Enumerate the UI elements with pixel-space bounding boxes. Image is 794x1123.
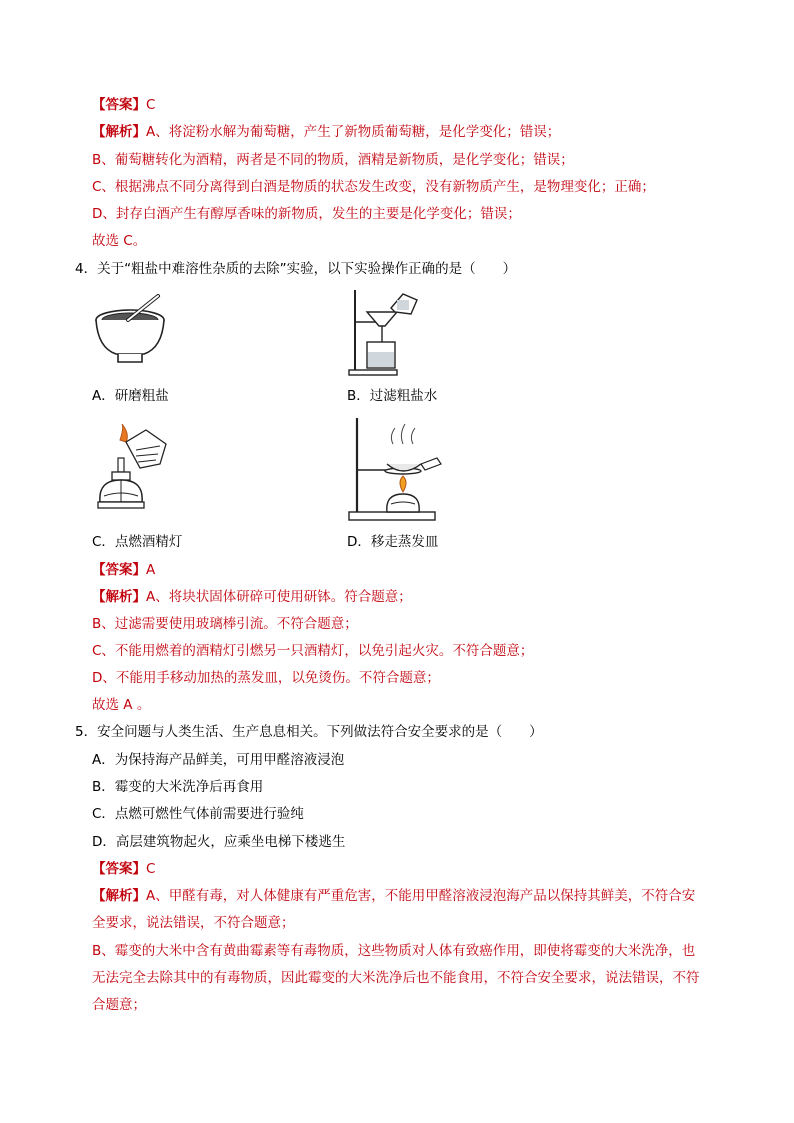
answer-line: [92, 95, 155, 115]
answer-tag: 【答案】: [92, 97, 146, 113]
analysis-line: B、葡萄糖转化为酒精，两者是不同的物质，酒精是新物质，是化学变化；错误；: [92, 152, 574, 168]
analysis-line: [92, 886, 695, 906]
answer-line: [92, 560, 155, 580]
filtration-figure: [345, 286, 435, 378]
question-5-stem: 5．安全问题与人类生活、生产息息相关。下列做法符合安全要求的是（ ）: [75, 724, 543, 740]
answer-value: C: [146, 97, 156, 113]
option-a: A．为保持海产品鲜美，可用甲醛溶液浸泡: [92, 752, 345, 768]
analysis-line: [92, 122, 560, 142]
answer-line: [92, 859, 155, 879]
option-d-caption: D．移走蒸发皿: [347, 534, 439, 550]
analysis-tag: 【解析】: [92, 589, 146, 605]
option-b: B．霉变的大米洗净后再食用: [92, 779, 264, 795]
answer-tag: 【答案】: [92, 861, 146, 877]
analysis-line: C、不能用燃着的酒精灯引燃另一只酒精灯，以免引起火灾。不符合题意；: [92, 643, 534, 659]
analysis-line: D、封存白酒产生有醇厚香味的新物质，发生的主要是化学变化；错误；: [92, 206, 521, 222]
analysis-line: 全要求，说法错误，不符合题意；: [92, 915, 295, 931]
option-c-caption: C．点燃酒精灯: [92, 534, 183, 550]
analysis-text: A、甲醛有毒，对人体健康有严重危害，不能用甲醛溶液浸泡海产品以保持其鲜美，不符合安: [146, 888, 696, 904]
analysis-line: 合题意；: [92, 997, 146, 1013]
analysis-line: C、根据沸点不同分离得到白酒是物质的状态发生改变，没有新物质产生，是物理变化；正确；: [92, 179, 655, 195]
analysis-line: 无法完全去除其中的有毒物质，因此霉变的大米洗净后也不能食用，不符合安全要求，说法错误，不符: [92, 970, 700, 986]
conclusion-line: 故选 A 。: [92, 697, 151, 713]
analysis-line: D、不能用手移动加热的蒸发皿，以免烫伤。不符合题意；: [92, 670, 440, 686]
analysis-text: A、将淀粉水解为葡萄糖，产生了新物质葡萄糖，是化学变化；错误；: [146, 124, 561, 140]
answer-value: A: [146, 562, 156, 578]
option-b-caption: B．过滤粗盐水: [347, 388, 438, 404]
analysis-line: [92, 587, 412, 607]
evaporating-dish-figure: [345, 414, 445, 524]
answer-value: C: [146, 861, 156, 877]
analysis-tag: 【解析】: [92, 124, 146, 140]
analysis-line: B、霉变的大米中含有黄曲霉素等有毒物质，这些物质对人体有致癌作用，即使将霉变的大米洗净，也: [92, 943, 696, 959]
mortar-pestle-figure: [92, 290, 172, 370]
analysis-text: A、将块状固体研碎可使用研钵。符合题意；: [146, 589, 412, 605]
option-d: D．高层建筑物起火，应乘坐电梯下楼逃生: [92, 834, 346, 850]
alcohol-lamp-figure: [90, 424, 180, 520]
option-a-caption: A．研磨粗盐: [92, 388, 169, 404]
answer-tag: 【答案】: [92, 562, 146, 578]
option-c: C．点燃可燃性气体前需要进行验纯: [92, 806, 304, 822]
analysis-line: B、过滤需要使用玻璃棒引流。不符合题意；: [92, 616, 358, 632]
conclusion-line: 故选 C。: [92, 233, 147, 249]
analysis-tag: 【解析】: [92, 888, 146, 904]
question-4-stem: 4．关于“粗盐中难溶性杂质的去除”实验，以下实验操作正确的是（ ）: [75, 261, 517, 277]
